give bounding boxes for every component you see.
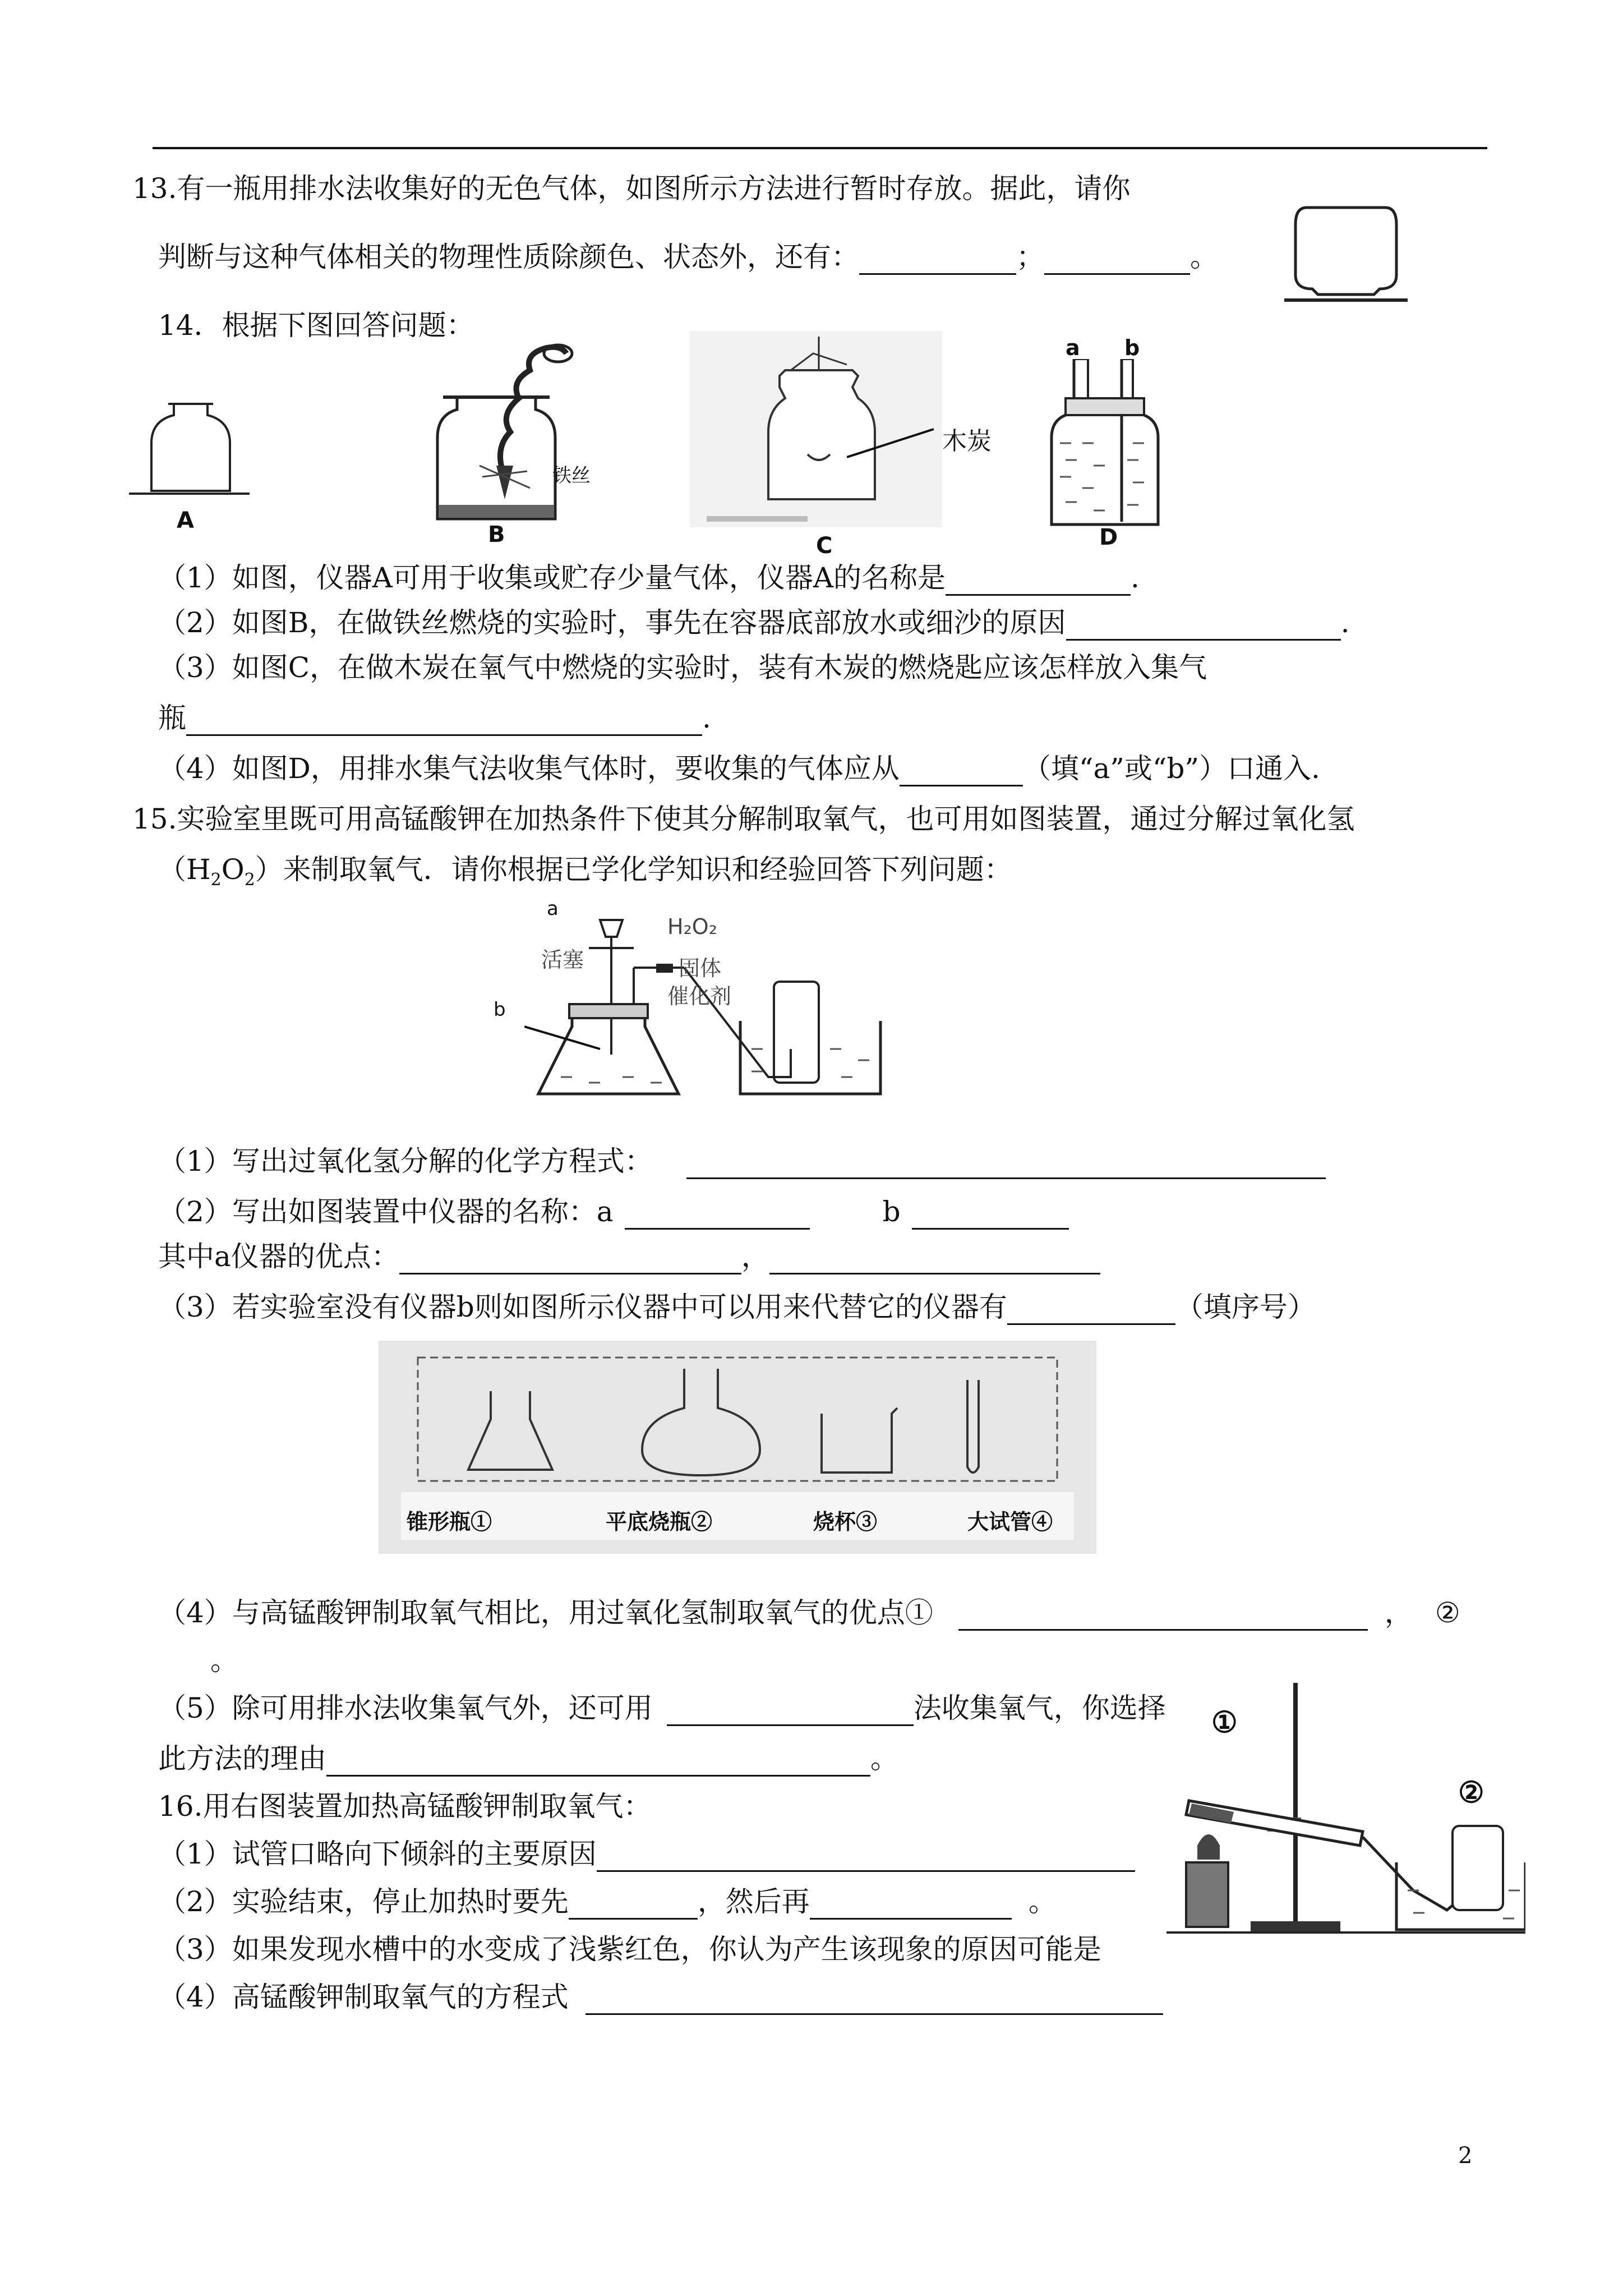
q16-fig-label-1: ①: [1211, 1705, 1238, 1740]
q15-fig-label-h2o2: H₂O₂: [667, 914, 717, 939]
q15-fig-label-catalyst2: 催化剂: [667, 984, 732, 1009]
q15-s2-adv-blank-1[interactable]: [399, 1245, 741, 1274]
q15-s3-blank[interactable]: [1007, 1295, 1175, 1325]
q14-figure-a: [129, 381, 252, 510]
q15-fig-label-a: a: [547, 898, 559, 920]
q14-label-b: B: [488, 522, 505, 547]
q14-s1-blank[interactable]: [946, 566, 1131, 596]
q14-s4: （4）如图D，用排水集气法收集气体时，要收集的气体应从 （填“a”或“b”）口通入.: [158, 746, 1320, 786]
q16-s4-blank[interactable]: [585, 1985, 1163, 2015]
q14-title: 14．根据下图回答问题：: [158, 309, 474, 342]
q15-s3: （3）若实验室没有仪器b则如图所示仪器中可以用来代替它的仪器有 （填序号）: [158, 1285, 1316, 1325]
q13-inverted-bottle-figure: [1284, 196, 1408, 309]
q13-line1: 13.有一瓶用排水法收集好的无色气体，如图所示方法进行暂时存放。据此，请你: [132, 172, 1131, 205]
q15-s4-blank-1[interactable]: [958, 1601, 1368, 1631]
q15-s2-blank-b[interactable]: [912, 1200, 1069, 1230]
q16-s3: （3）如果发现水槽中的水变成了浅紫红色，你认为产生该现象的原因可能是: [158, 1933, 1101, 1966]
q16-s2-blank-1[interactable]: [569, 1890, 698, 1920]
q14-figure-d-gas-bottle: [1049, 359, 1161, 527]
q15-fig-label-valve: 活塞: [541, 947, 584, 972]
q15-s5-blank-1[interactable]: [667, 1696, 914, 1726]
q14-s3-blank[interactable]: [186, 706, 702, 736]
q15-s5-blank-2[interactable]: [326, 1747, 870, 1777]
q16-title: 16.用右图装置加热高锰酸钾制取氧气：: [158, 1790, 652, 1823]
q14-label-c: C: [816, 533, 833, 559]
q14-d-label-a: a: [1066, 335, 1080, 360]
q15-line2: $(H_2O_2)$来制取氧气．请你根据已学化学知识和经验回答下列问题：: [158, 853, 1012, 890]
q14-figure-b-iron-wire: [426, 337, 594, 522]
q15-fig-b-leader-line: [524, 1024, 603, 1052]
q14-s2: （2）如图B，在做铁丝燃烧的实验时，事先在容器底部放水或细沙的原因 .: [158, 600, 1349, 641]
q14-label-d: D: [1099, 524, 1118, 550]
q15-instrument-2: 平底烧瓶②: [606, 1509, 713, 1534]
q14-d-label-b: b: [1124, 335, 1140, 360]
q15-s2-adv-blank-2[interactable]: [769, 1245, 1100, 1274]
q15-s2-advantages: 其中a仪器的优点： ，: [158, 1234, 1100, 1274]
q14-s1: （1）如图，仪器A可用于收集或贮存少量气体，仪器A的名称是 .: [158, 555, 1140, 596]
q15-instrument-4: 大试管④: [967, 1509, 1053, 1534]
q14-s4-blank[interactable]: [900, 757, 1023, 786]
q13-line2: 判断与这种气体相关的物理性质除颜色、状态外，还有： ； 。: [158, 234, 1218, 275]
q16-s1: （1）试管口略向下倾斜的主要原因: [158, 1832, 1135, 1872]
q15-s5-line1: （5）除可用排水法收集氧气外，还可用 法收集氧气，你选择: [158, 1686, 1166, 1726]
q15-instrument-1: 锥形瓶①: [407, 1509, 492, 1534]
q15-s2: （2）写出如图装置中仪器的名称：a b: [158, 1189, 1069, 1230]
q15-fig-label-b: b: [494, 999, 506, 1021]
q15-s4-end: 。: [210, 1644, 238, 1677]
q16-s2-blank-2[interactable]: [810, 1890, 1012, 1920]
q16-s4: （4）高锰酸钾制取氧气的方程式: [158, 1975, 1163, 2015]
page-number: 2: [1458, 2143, 1473, 2169]
q15-s1-blank[interactable]: [686, 1149, 1326, 1179]
q13-blank-1[interactable]: [859, 245, 1016, 275]
q15-s1: （1）写出过氧化氢分解的化学方程式：: [158, 1139, 1326, 1179]
q15-s5-line2: 此方法的理由 。: [158, 1736, 898, 1777]
q16-s2: （2）实验结束，停止加热时要先 ，然后再 。: [158, 1879, 1057, 1920]
q13-blank-2[interactable]: [1044, 245, 1190, 275]
q16-fig-label-2: ②: [1458, 1775, 1484, 1810]
q14-charcoal-label: 木炭: [942, 427, 992, 455]
q14-s2-blank[interactable]: [1066, 611, 1341, 641]
q14-label-a: A: [177, 508, 194, 533]
q14-charcoal-leader-line: [847, 426, 937, 460]
q15-fig-label-catalyst1: 固体: [679, 956, 722, 981]
header-rule: [153, 147, 1487, 149]
q14-s3-line2: 瓶 .: [158, 696, 711, 736]
q15-s2-blank-a[interactable]: [625, 1200, 810, 1230]
q16-s1-blank[interactable]: [597, 1842, 1135, 1872]
q14-iron-wire-label: 铁丝: [552, 464, 591, 487]
q15-line1: 15.实验室里既可用高锰酸钾在加热条件下使其分解制取氧气，也可用如图装置，通过分解过氧化氢: [132, 803, 1355, 835]
q14-s3-line1: （3）如图C，在做木炭在氧气中燃烧的实验时，装有木炭的燃烧匙应该怎样放入集气: [158, 651, 1207, 684]
q15-s4: （4）与高锰酸钾制取氧气相比，用过氧化氢制取氧气的优点① ， ②: [158, 1590, 1460, 1631]
q15-instrument-3: 烧杯③: [813, 1509, 878, 1534]
